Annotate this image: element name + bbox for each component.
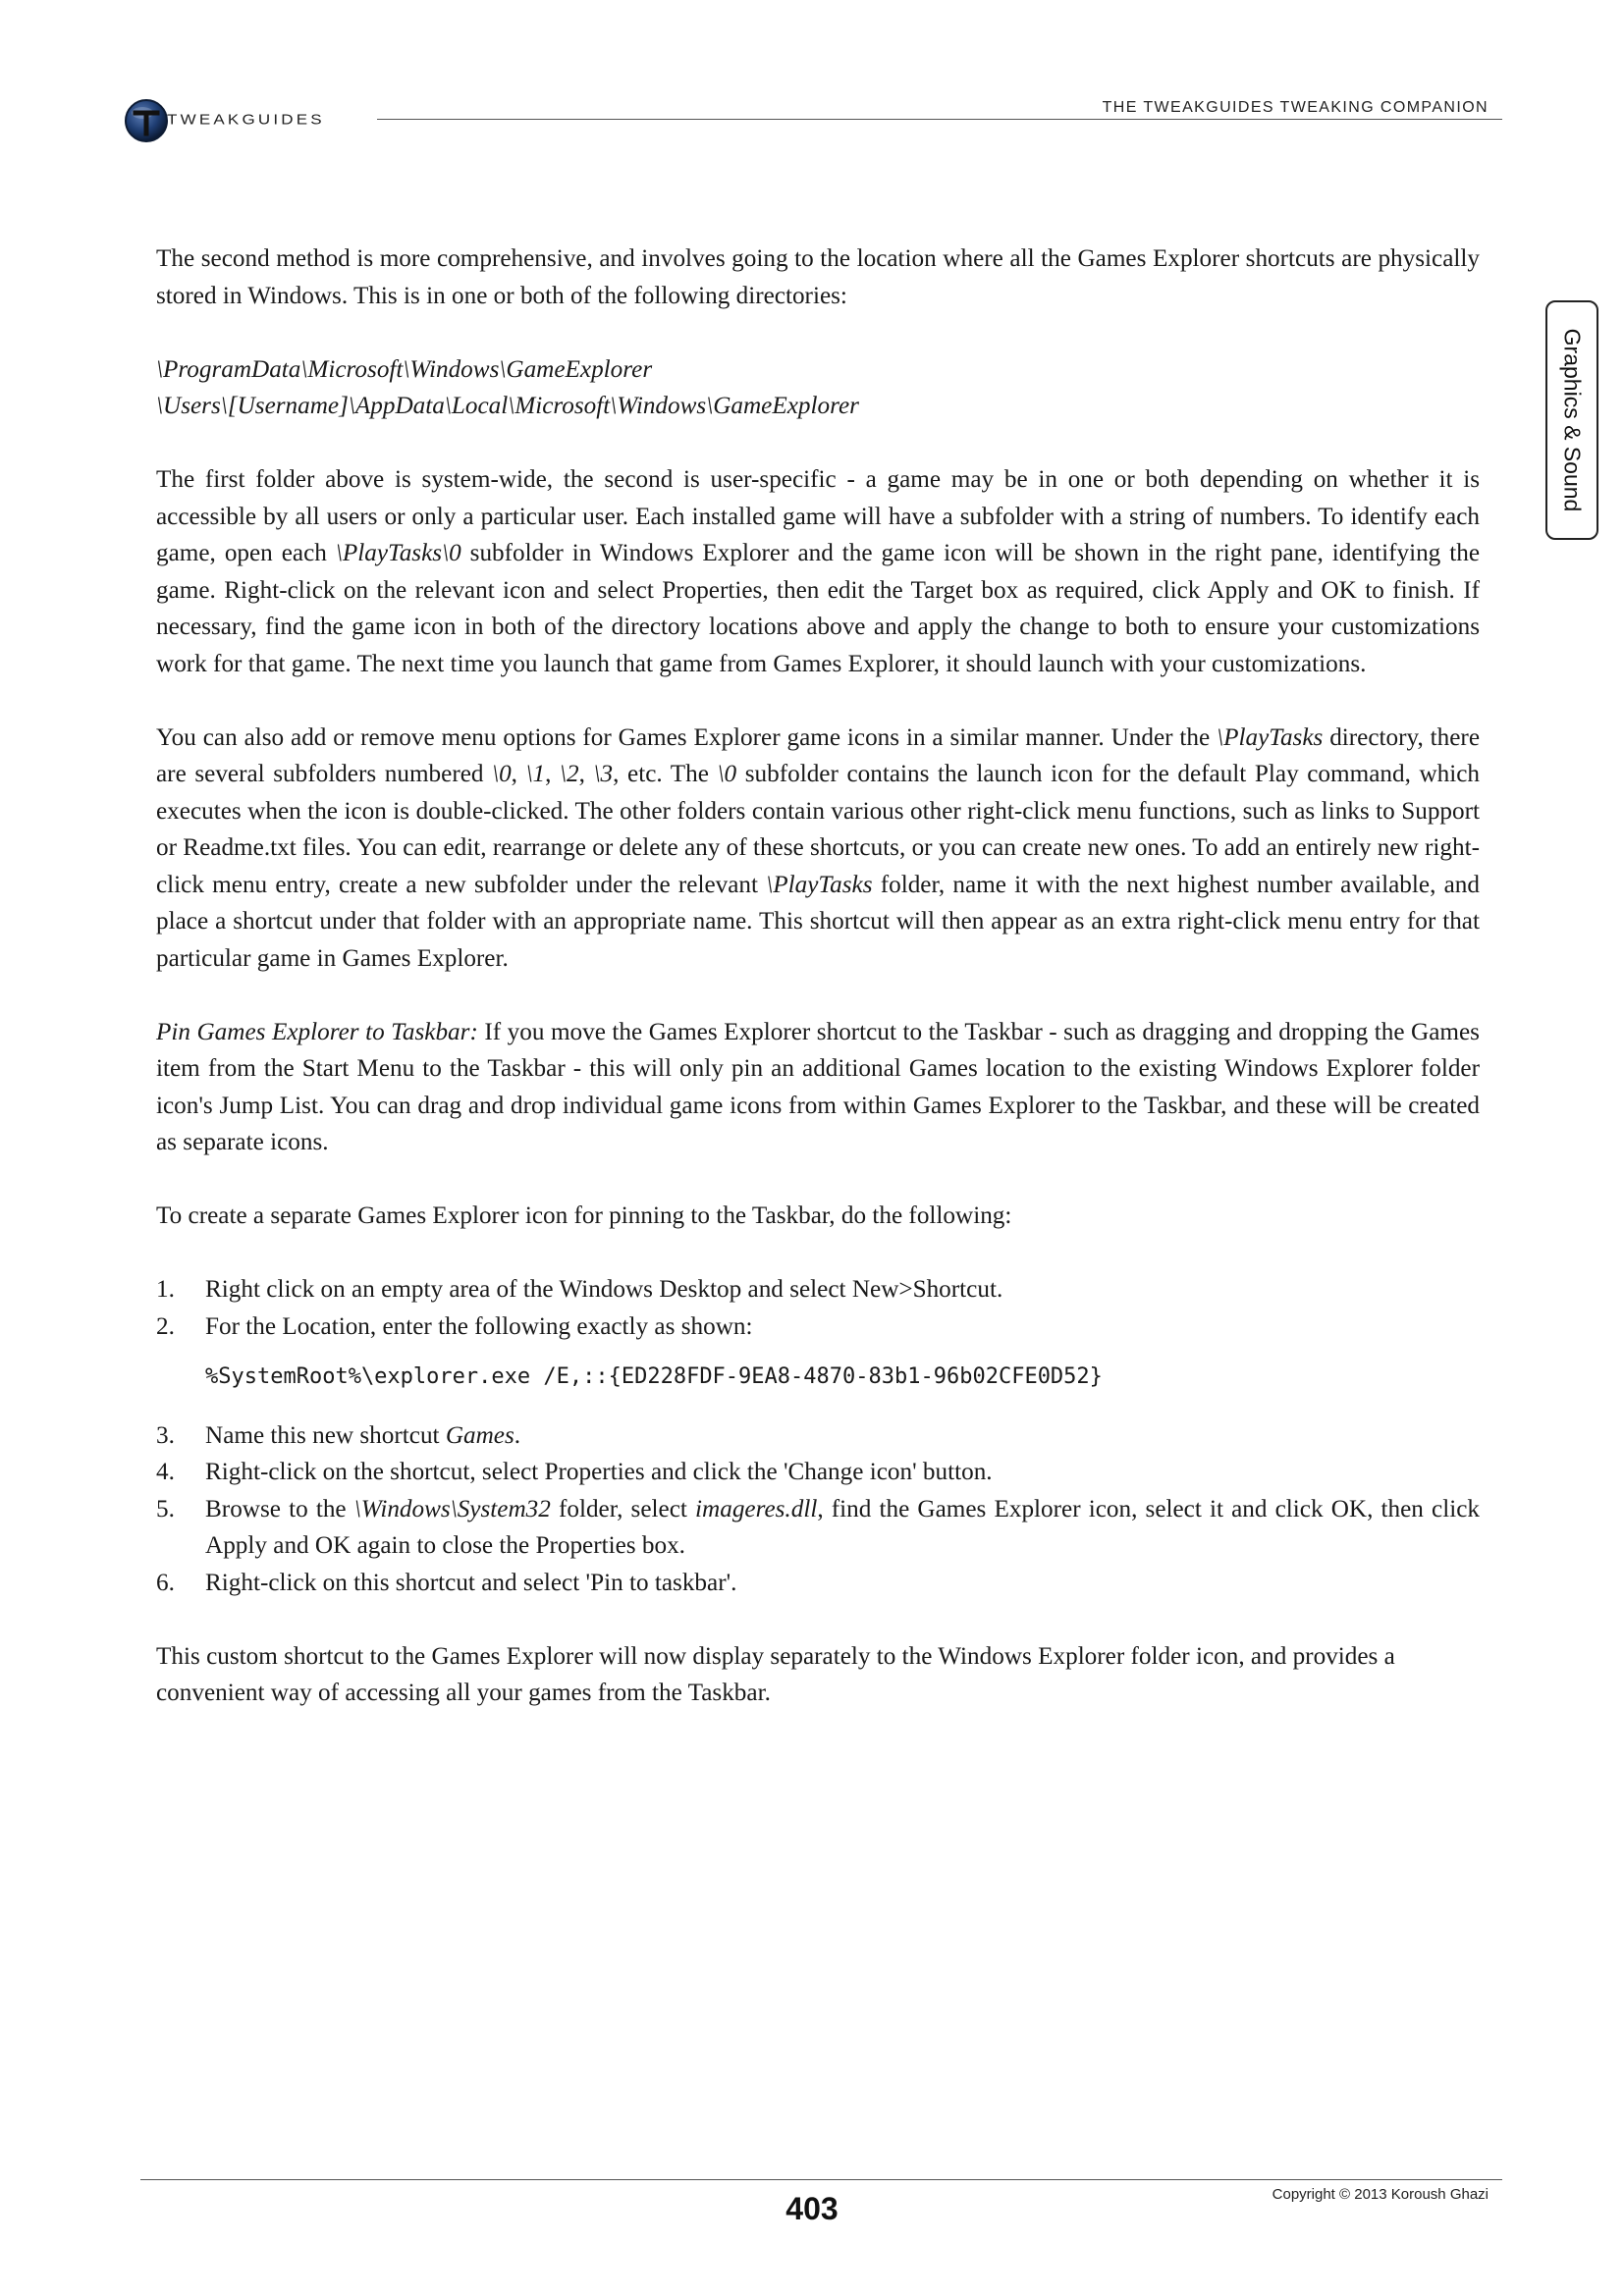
step-text: folder, select bbox=[550, 1495, 696, 1522]
page-header bbox=[124, 94, 1502, 143]
path-playtasks: \PlayTasks bbox=[766, 871, 873, 898]
step-text: Name this new shortcut bbox=[205, 1421, 446, 1449]
path-system32: \Windows\System32 bbox=[353, 1495, 551, 1522]
path-users-appdata: \Users\[Username]\AppData\Local\Microsoft\Windows\GameExplorer bbox=[156, 393, 859, 419]
paragraph-steps-intro: To create a separate Games Explorer icon for pinning to the Taskbar, do the following: bbox=[156, 1202, 1012, 1229]
shortcut-name: Games bbox=[445, 1421, 514, 1449]
subfolder-2: \2 bbox=[560, 761, 579, 787]
step-number: 5. bbox=[156, 1495, 175, 1522]
page-number: 403 bbox=[785, 2191, 839, 2226]
step-text: Right click on an empty area of the Windows Desktop and select New>Shortcut. bbox=[205, 1276, 1003, 1303]
paragraph-conclusion: This custom shortcut to the Games Explorer will now display separately to the Windows Explorer folder icon, and provides a convenient way of accessing all your games from the Taskbar. bbox=[156, 1642, 1395, 1706]
text-run: You can also add or remove menu options for Games Explorer game icons in a similar manner. Under the bbox=[156, 723, 1218, 751]
subfolder-1: \1 bbox=[525, 761, 546, 787]
text-run: , bbox=[578, 761, 594, 787]
path-playtasks: \PlayTasks bbox=[1217, 723, 1324, 751]
step-text: . bbox=[514, 1421, 521, 1449]
step-item bbox=[156, 1308, 1480, 1396]
step-item bbox=[156, 1565, 1480, 1602]
subfolder-0: \0 bbox=[492, 761, 512, 787]
text-run: , etc. The bbox=[613, 761, 718, 787]
text-run: folder, name it with the next highest number available, and place a shortcut under that folder with an appropriate name. This shortcut will then appear as an extra right-click menu entry for that particular game in Games Explorer. bbox=[156, 871, 1480, 972]
paragraph-second-method: The second method is more comprehensive, and involves going to the location where all the Games Explorer shortcuts are physically stored in Windows. This is in one or both of the following directories: bbox=[156, 245, 1480, 309]
page-content bbox=[156, 240, 1480, 1748]
text-run: , bbox=[511, 761, 526, 787]
side-tab-label: Graphics & Sound bbox=[1559, 328, 1586, 512]
step-item bbox=[156, 1417, 1480, 1455]
step-text: Browse to the bbox=[205, 1495, 354, 1522]
steps-list bbox=[156, 1271, 1480, 1601]
step-number: 4. bbox=[156, 1459, 175, 1485]
paragraph-folder-explanation bbox=[156, 461, 1480, 682]
text-run: directory, there are several subfolders numbered bbox=[156, 723, 1480, 787]
section-lead: Pin Games Explorer to Taskbar: bbox=[156, 1018, 478, 1045]
paragraph-pin-to-taskbar bbox=[156, 1014, 1480, 1161]
step-number: 1. bbox=[156, 1276, 175, 1303]
step-number: 2. bbox=[156, 1312, 175, 1340]
text-run: subfolder in Windows Explorer and the game icon will be shown in the right pane, identifying the game. Right-click on the relevant icon and select Properties, then edit the Target box as required, click Apply and OK to finish. If necessary, find the game icon in both of the directory locations above and apply the change to both to ensure your customizations work for that game. The next time you launch that game from Games Explorer, it should launch with your customizations. bbox=[156, 540, 1480, 677]
section-side-tab bbox=[1545, 300, 1598, 540]
step-item bbox=[156, 1491, 1480, 1565]
step-text: For the Location, enter the following exactly as shown: bbox=[205, 1312, 753, 1340]
tweakguides-logo bbox=[124, 98, 379, 143]
shortcut-location-code: %SystemRoot%\explorer.exe /E,::{ED228FDF-9EA8-4870-83b1-96b02CFE0D52} bbox=[205, 1364, 1103, 1389]
path-playtasks-0: \PlayTasks\0 bbox=[335, 540, 461, 566]
paragraph-menu-options bbox=[156, 720, 1480, 978]
logo-wordmark: TWEAKGUIDES bbox=[167, 111, 325, 128]
step-number: 6. bbox=[156, 1569, 175, 1596]
text-run: , bbox=[545, 761, 561, 787]
subfolder-0: \0 bbox=[717, 761, 737, 787]
subfolder-3: \3 bbox=[593, 761, 614, 787]
text-run: subfolder contains the launch icon for the default Play command, which executes when the icon is double-clicked. The other folders contain various other right-click menu functions, such as links to Support or Readme.txt files. You can edit, rearrange or delete any of these shortcuts, or you can create new ones. To add an entirely new right-click menu entry, create a new subfolder under the relevant bbox=[156, 761, 1481, 898]
file-imageres-dll: imageres.dll bbox=[695, 1495, 818, 1522]
header-title: THE TWEAKGUIDES TWEAKING COMPANION bbox=[1102, 99, 1489, 116]
copyright-notice: Copyright © 2013 Koroush Ghazi bbox=[1272, 2186, 1489, 2203]
step-text: Right-click on the shortcut, select Properties and click the 'Change icon' button. bbox=[205, 1459, 993, 1485]
step-number: 3. bbox=[156, 1421, 175, 1449]
directory-paths bbox=[156, 351, 1480, 425]
text-run: The first folder above is system-wide, the second is user-specific - a game may be in one or both depending on whether it is accessible by all users or only a particular user. Each installed game will have a subfolder with a string of numbers. To identify each game, open each bbox=[156, 466, 1480, 566]
step-text: , find the Games Explorer icon, select it and click OK, then click Apply and OK again to close the Properties box. bbox=[205, 1495, 1480, 1559]
step-item bbox=[156, 1454, 1480, 1491]
path-programdata: \ProgramData\Microsoft\Windows\GameExplorer bbox=[156, 355, 653, 383]
step-item bbox=[156, 1271, 1480, 1308]
header-rule bbox=[377, 119, 1502, 120]
footer-rule bbox=[140, 2179, 1502, 2180]
step-text: Right-click on this shortcut and select 'Pin to taskbar'. bbox=[205, 1569, 737, 1596]
text-run: If you move the Games Explorer shortcut to the Taskbar - such as dragging and dropping the Games item from the Start Menu to the Taskbar - this will only pin an additional Games location to the existing Windows Explorer folder icon's Jump List. You can drag and drop individual game icons from within Games Explorer to the Taskbar, and these will be created as separate icons. bbox=[156, 1018, 1480, 1155]
